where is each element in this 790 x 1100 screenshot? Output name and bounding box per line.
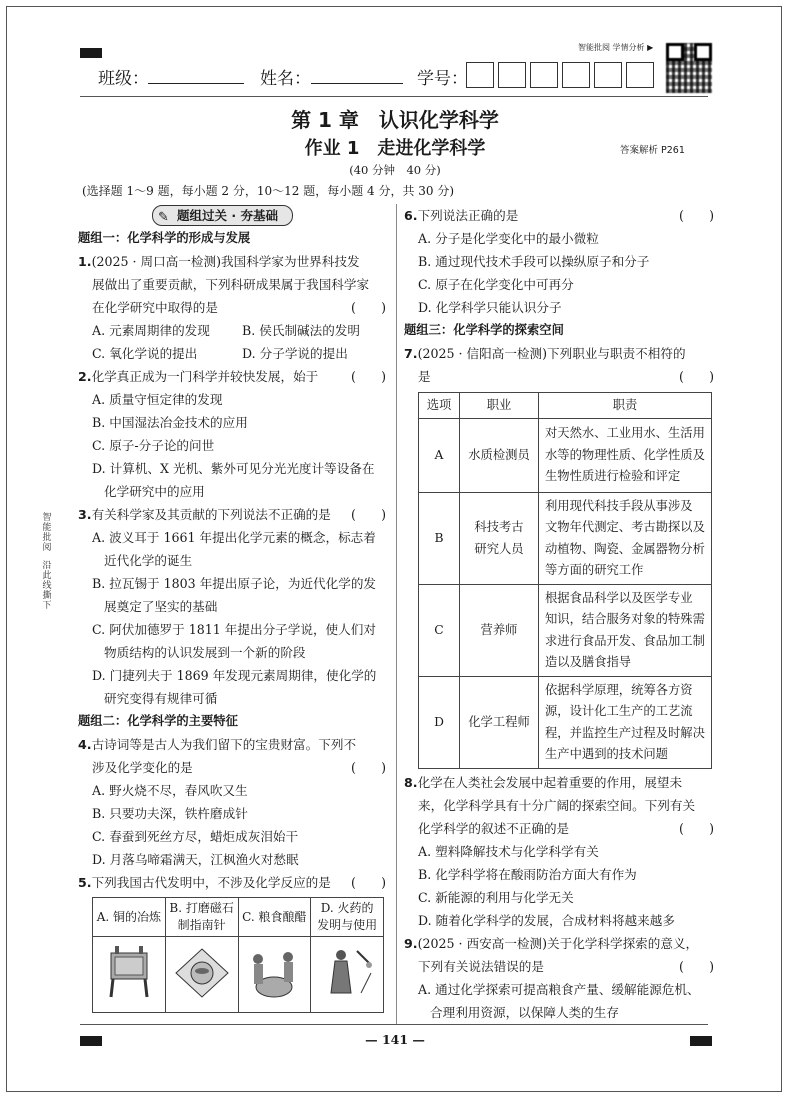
name-field[interactable] bbox=[311, 83, 403, 84]
answer-blank[interactable]: ( ) bbox=[350, 300, 386, 315]
option: B. 只要功夫深，铁杵磨成针 bbox=[92, 806, 248, 821]
section-banner: ✎ 题组过关 · 夯基础 bbox=[152, 205, 293, 226]
group-heading: 题组二：化学科学的主要特征 bbox=[78, 714, 238, 728]
time-score: (40 分钟 40 分) bbox=[349, 163, 441, 177]
option: C. 新能源的利用与化学无关 bbox=[418, 890, 574, 905]
option: C. 氧化学说的提出 bbox=[92, 346, 198, 361]
answer-blank[interactable]: ( ) bbox=[350, 507, 386, 522]
question-9: 9.(2025 · 西安高一检测)关于化学科学探索的意义， bbox=[404, 936, 699, 951]
header-divider bbox=[80, 96, 708, 97]
answer-blank[interactable]: ( ) bbox=[350, 760, 386, 775]
student-id-box[interactable] bbox=[530, 62, 558, 88]
chapter-title: 第 1 章 认识化学科学 bbox=[291, 108, 499, 132]
table-row: C 营养师 根据食品科学以及医学专业 知识，结合服务对象的特殊需 求进行食品开发、食品加工制 造以及膳食指导 bbox=[419, 585, 712, 677]
homework-title: 作业 1 走进化学科学 bbox=[304, 138, 486, 159]
option: A. 分子是化学变化中的最小微粒 bbox=[418, 231, 599, 246]
bronze-vessel-image bbox=[93, 937, 166, 1013]
option: B. 中国湿法冶金技术的应用 bbox=[92, 415, 248, 430]
option: C. 春蚕到死丝方尽，蜡炬成灰泪始干 bbox=[92, 829, 299, 844]
student-id-box[interactable] bbox=[562, 62, 590, 88]
option: C. 原子在化学变化中可再分 bbox=[418, 277, 574, 292]
table-row: B 科技考古 研究人员 利用现代科技手段从事涉及 文物年代测定、考古勘探以及 动植物、陶瓷、金属器物分析 等方面的研究工作 bbox=[419, 493, 712, 585]
question-6: 6.下列说法正确的是 ( ) bbox=[404, 204, 714, 227]
side-text-tear: 沿此线撕下 bbox=[42, 561, 52, 611]
question-3: 3.有关科学家及其贡献的下列说法不正确的是 ( ) bbox=[78, 503, 386, 526]
side-text-review: 智能批阅 bbox=[42, 513, 52, 553]
option: C. 阿伏加德罗于 1811 年提出分子学说，使人们对 bbox=[92, 622, 376, 637]
option: D. 门捷列夫于 1869 年发现元素周期律，使化学的 bbox=[92, 668, 377, 683]
table-header: 选项 bbox=[419, 393, 460, 419]
question-5: 5.下列我国古代发明中，不涉及化学反应的是 ( ) bbox=[78, 871, 386, 894]
q5-option-c: C. 粮食酿醋 bbox=[238, 898, 311, 937]
page-number: — 141 — bbox=[365, 1032, 425, 1047]
student-id-label: 学号： bbox=[417, 69, 468, 89]
option: A. 元素周期律的发现 bbox=[92, 323, 210, 338]
option: C. 原子-分子论的问世 bbox=[92, 438, 215, 453]
option: D. 化学科学只能认识分子 bbox=[418, 300, 562, 315]
instructions: (选择题 1～9 题，每小题 2 分，10～12 题，每小题 4 分，共 30 分) bbox=[82, 184, 455, 198]
option: D. 分子学说的提出 bbox=[242, 346, 348, 361]
answer-blank[interactable]: ( ) bbox=[678, 959, 714, 974]
class-label: 班级： bbox=[98, 69, 149, 89]
question-1: 1.(2025 · 周口高一检测)我国科学家为世界科技发 bbox=[78, 254, 360, 269]
group-heading: 题组一：化学科学的形成与发展 bbox=[78, 231, 251, 245]
column-divider bbox=[396, 204, 397, 1024]
pencil-icon: ✎ bbox=[158, 210, 169, 225]
registration-mark bbox=[80, 48, 102, 58]
option: A. 波义耳于 1661 年提出化学元素的概念，标志着 bbox=[92, 530, 376, 545]
answer-blank[interactable]: ( ) bbox=[678, 208, 714, 223]
compass-image bbox=[165, 937, 238, 1013]
option: B. 侯氏制碱法的发明 bbox=[242, 323, 361, 338]
option: D. 计算机、X 光机、紫外可见分光光度计等设备在 bbox=[92, 461, 375, 476]
option: A. 野火烧不尽，春风吹又生 bbox=[92, 783, 248, 798]
group-heading: 题组三：化学科学的探索空间 bbox=[404, 323, 564, 337]
option: A. 塑料降解技术与化学科学有关 bbox=[418, 844, 599, 859]
table-row: D 化学工程师 依据科学原理，统筹各方资 源，设计化工生产的工艺流 程，并监控生产过程及时解决 生产中遇到的技术问题 bbox=[419, 677, 712, 769]
question-8: 8.化学在人类社会发展中起着重要的作用，展望未 bbox=[404, 775, 683, 790]
left-column: ✎ 题组过关 · 夯基础 题组一：化学科学的形成与发展 1.(2025 · 周口高一检测)我国科学家为世界科技发 展做出了重要贡献，下列科研成果属于我国科学家 在化学研究中取得的是 ( ) A. 元素周期律的发现 B. 侯氏制碱法的发明 C. 氧化学说的提出 D. 分子学说的提出 2.化学真正成为一门科学并较快发展，始于 ( ) A. 质量守恒定律的发现 B. 中国湿法冶金技术的应用 C. 原子-分子论的问世 D. 计算机、X 光机、紫外可见分光光度计等设备在 化学研究中的应用 3.有关科学家及其贡献的下列说法不正确的是 ( ) A. 波义耳于 1661 年提出化学元素的概念，标志着 近代化学的诞生 B. 拉瓦锡于 1803 年提出原子论，为近代化学的发 展奠定了坚实的基础 C. 阿伏加德罗于 1811 年提出分子学说，使人们对 物质结构的认识发展到一个新的阶段 D. 门捷列夫于 1869 年发现元素周期律，使化学的 研究变得有规律可循 题组二：化学科学的主要特征 4.古诗词等是古人为我们留下的宝贵财富。下列不 涉及化学变化的是 ( ) A. 野火烧不尽，春风吹又生 B. 只要功夫深，铁杵磨成针 C. 春蚕到死丝方尽，蜡炬成灰泪始干 D. 月落乌啼霜满天，江枫渔火对愁眠 5.下列我国古代发明中，不涉及化学反应的是 ( ) A. 铜的冶炼 B. 打磨磁石 制指南针 C. 粮食酿醋 D. 火药的 发明与使用 bbox=[78, 204, 386, 1013]
top-right-service-text: 智能批阅 学情分析 ▶ bbox=[578, 43, 654, 52]
student-id-box[interactable] bbox=[466, 62, 494, 88]
answer-blank[interactable]: ( ) bbox=[350, 369, 386, 384]
answer-blank[interactable]: ( ) bbox=[678, 821, 714, 836]
footer-divider bbox=[80, 1024, 708, 1025]
answer-reference: 答案解析 P261 bbox=[620, 145, 685, 156]
option: B. 化学科学将在酸雨防治方面大有作为 bbox=[418, 867, 637, 882]
right-column: 6.下列说法正确的是 ( ) A. 分子是化学变化中的最小微粒 B. 通过现代技术手段可以操纵原子和分子 C. 原子在化学变化中可再分 D. 化学科学只能认识分子 题组三：化学科学的探索空间 7.(2025 · 信阳高一检测)下列职业与职责不相符的 是 ( ) 选项 职业 职责 A 水质检测员 对天然水、工业用水、生活用 水等的物理性质、化学性质及 生物性质进行检验和评定 B 科技考古 研究人员 利用现代科技手段从事涉及 文物年代测定、考古勘探以及 动植物、陶瓷、金属器物分析 等方面的研究工作 C 营养师 根据食品科学以及医学专业 知识，结合服务对象的特殊需 求进行食品开发、食品加工制 造以及膳食指导 D 化学工程师 依据科学原理，统筹各方资 源，设计化工生产的工艺流 程，并监控生产过程及时解决 生产中遇到的技术问题 8.化学在人类社会发展中起着重要的作用，展望未 来，化学科学具有十分广阔的探索空间。下列有关 化学科学的叙述不正确的是 ( ) A. 塑料降解技术与化学科学有关 B. 化学科学将在酸雨防治方面大有作为 C. 新能源的利用与化学无关 D. 随着化学科学的发展，合成材料将越来越多 9.(2025 · 西安高一检测)关于化学科学探索的意义， 下列有关说法错误的是 ( ) A. 通过化学探索可提高粮食产量、缓解能源危机、 合理利用资源，以保障人类的生存 bbox=[404, 204, 714, 1024]
q5-option-b: B. 打磨磁石 制指南针 bbox=[165, 898, 238, 937]
q7-occupation-table bbox=[418, 392, 712, 769]
option: A. 通过化学探索可提高粮食产量、缓解能源危机、 bbox=[418, 982, 700, 997]
vinegar-brewing-image bbox=[238, 937, 311, 1013]
q5-invention-table bbox=[92, 897, 384, 1013]
answer-blank[interactable]: ( ) bbox=[678, 369, 714, 384]
qr-code-icon[interactable] bbox=[666, 43, 712, 93]
student-id-box[interactable] bbox=[498, 62, 526, 88]
q5-option-a: A. 铜的冶炼 bbox=[93, 898, 166, 937]
option: B. 拉瓦锡于 1803 年提出原子论，为近代化学的发 bbox=[92, 576, 377, 591]
table-header: 职责 bbox=[539, 393, 712, 419]
option: B. 通过现代技术手段可以操纵原子和分子 bbox=[418, 254, 650, 269]
student-id-box[interactable] bbox=[594, 62, 622, 88]
option: D. 随着化学科学的发展，合成材料将越来越多 bbox=[418, 913, 675, 928]
table-header: 职业 bbox=[460, 393, 539, 419]
answer-blank[interactable]: ( ) bbox=[350, 875, 386, 890]
option: A. 质量守恒定律的发现 bbox=[92, 392, 223, 407]
gunpowder-image bbox=[311, 937, 384, 1013]
student-id-box[interactable] bbox=[626, 62, 654, 88]
question-7: 7.(2025 · 信阳高一检测)下列职业与职责不相符的 bbox=[404, 346, 686, 361]
question-4: 4.古诗词等是古人为我们留下的宝贵财富。下列不 bbox=[78, 737, 357, 752]
table-row: A 水质检测员 对天然水、工业用水、生活用 水等的物理性质、化学性质及 生物性质进行检验和评定 bbox=[419, 419, 712, 493]
q5-option-d: D. 火药的 发明与使用 bbox=[311, 898, 384, 937]
option: D. 月落乌啼霜满天，江枫渔火对愁眠 bbox=[92, 852, 299, 867]
question-2: 2.化学真正成为一门科学并较快发展，始于 ( ) bbox=[78, 365, 386, 388]
name-label: 姓名： bbox=[260, 69, 311, 89]
class-field[interactable] bbox=[148, 83, 244, 84]
